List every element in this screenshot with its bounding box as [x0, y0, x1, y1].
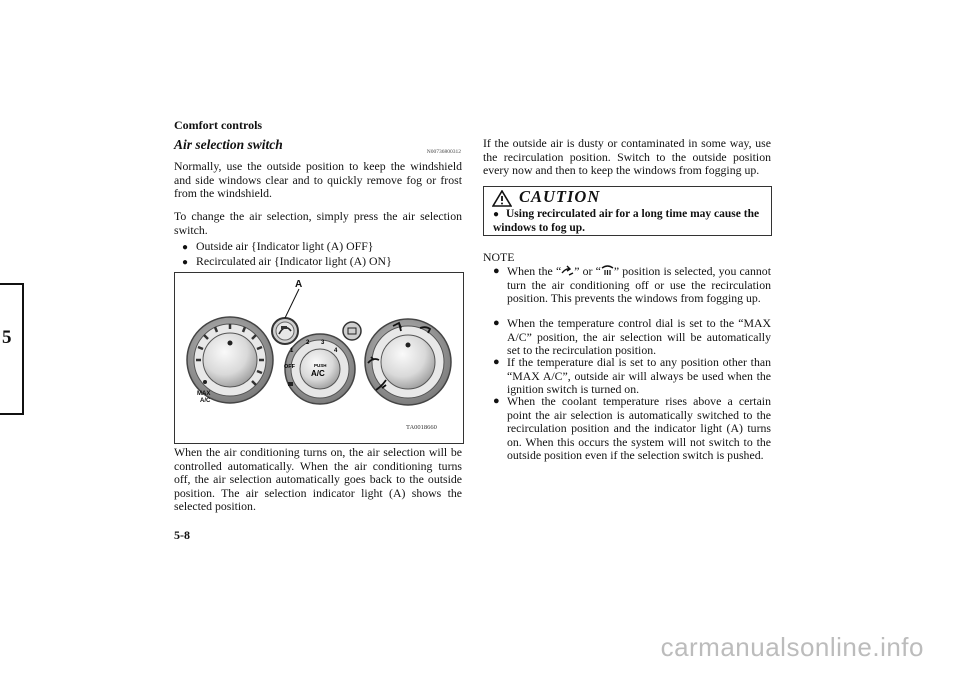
- callout-label: A: [295, 279, 303, 290]
- climate-control-panel-illustration: [175, 273, 463, 443]
- bullet-icon: ●: [493, 317, 500, 329]
- bullet-icon: ●: [493, 395, 500, 407]
- list-item-text: Outside air {Indicator light (A) OFF}: [196, 239, 374, 253]
- paragraph-outside-position: Normally, use the outside position to keep the windshield and side windows clear and to quickly remove fog or frost from the windshield.: [174, 159, 462, 201]
- paragraph-dusty-air: If the outside air is dusty or contaminated in some way, use the recirculation position. Switch to the outside position every now and then to keep the windows from fogging up.: [483, 136, 771, 178]
- caution-text: [493, 208, 769, 235]
- fan-dial: [284, 334, 355, 404]
- bullet-icon: ●: [182, 257, 189, 268]
- defrost-mode-icon: [601, 265, 614, 276]
- chapter-number: 5: [2, 327, 12, 348]
- off-label: OFF: [284, 364, 295, 370]
- paragraph-change-selection: To change the air selection, simply press the air selection switch.: [174, 209, 462, 237]
- climate-control-figure: [174, 272, 464, 444]
- running-header: Comfort controls: [174, 118, 263, 132]
- section-title: Air selection switch: [174, 137, 283, 152]
- fan-speed-4-label: 4: [334, 348, 338, 354]
- temperature-dial: [187, 317, 273, 404]
- fan-speed-3-label: 3: [321, 340, 325, 346]
- note-item-text: When the coolant temperature rises above a certain point the air selection is automatically switched to the recirculation position and the indicator light (A) turns on. When this occurs the system will not switch to the outside position even if the selection switch is pushed.: [507, 394, 771, 463]
- caution-title: CAUTION: [519, 187, 601, 206]
- caution-message: Using recirculated air for a long time may cause the windows to fog up.: [493, 208, 760, 234]
- air-selection-button: [272, 318, 298, 344]
- bullet-icon: ●: [493, 356, 500, 368]
- warning-triangle-icon: [492, 190, 512, 207]
- list-item: [182, 254, 392, 269]
- fan-speed-2-label: 2: [306, 340, 310, 346]
- rear-defroster-button: [343, 322, 361, 340]
- watermark: carmanualsonline.info: [660, 632, 924, 662]
- list-item-text: Recirculated air {Indicator light (A) ON}: [196, 254, 392, 268]
- bullet-icon: ●: [493, 209, 500, 220]
- note-item-text: If the temperature dial is set to any position other than “MAX A/C”, outside air will always be used when the ignition switch is turned on.: [507, 355, 771, 397]
- note-text-part: ” or “: [574, 264, 601, 278]
- page-number: 5-8: [174, 528, 190, 542]
- bullet-icon: ●: [493, 265, 500, 277]
- note-item-text: [507, 265, 771, 306]
- max-ac-label: A/C: [200, 398, 211, 404]
- note-text-part: ” position is selected, you cannot turn the air conditioning off or use the recirculation position. This prevents the windows from fogging up.: [507, 264, 771, 306]
- ac-label: A/C: [311, 369, 325, 378]
- max-label: MAX: [197, 391, 211, 397]
- mode-dial: [365, 319, 451, 405]
- callout-a: [285, 279, 302, 318]
- paragraph-ac-automatic: When the air conditioning turns on, the air selection will be controlled automatically. When the air conditioning turns off, the air selection automatically goes back to the outside position. The air selection indicator light (A) shows the selected position.: [174, 445, 462, 514]
- note-title: NOTE: [483, 250, 515, 264]
- note-text-part: When the “: [507, 264, 562, 278]
- section-code: N00736800312: [426, 149, 461, 155]
- bullet-icon: ●: [182, 242, 189, 253]
- fan-speed-1-label: 1: [290, 348, 294, 354]
- figure-code: TA0018660: [406, 424, 437, 431]
- defrost-foot-mode-icon: [561, 265, 574, 276]
- note-item-text: When the temperature control dial is set to the “MAX A/C” position, the air selection will be automatically set to the recirculation position.: [507, 316, 771, 358]
- push-label: PUSH: [314, 363, 327, 368]
- chapter-tab: [0, 283, 24, 415]
- list-item: [182, 239, 373, 254]
